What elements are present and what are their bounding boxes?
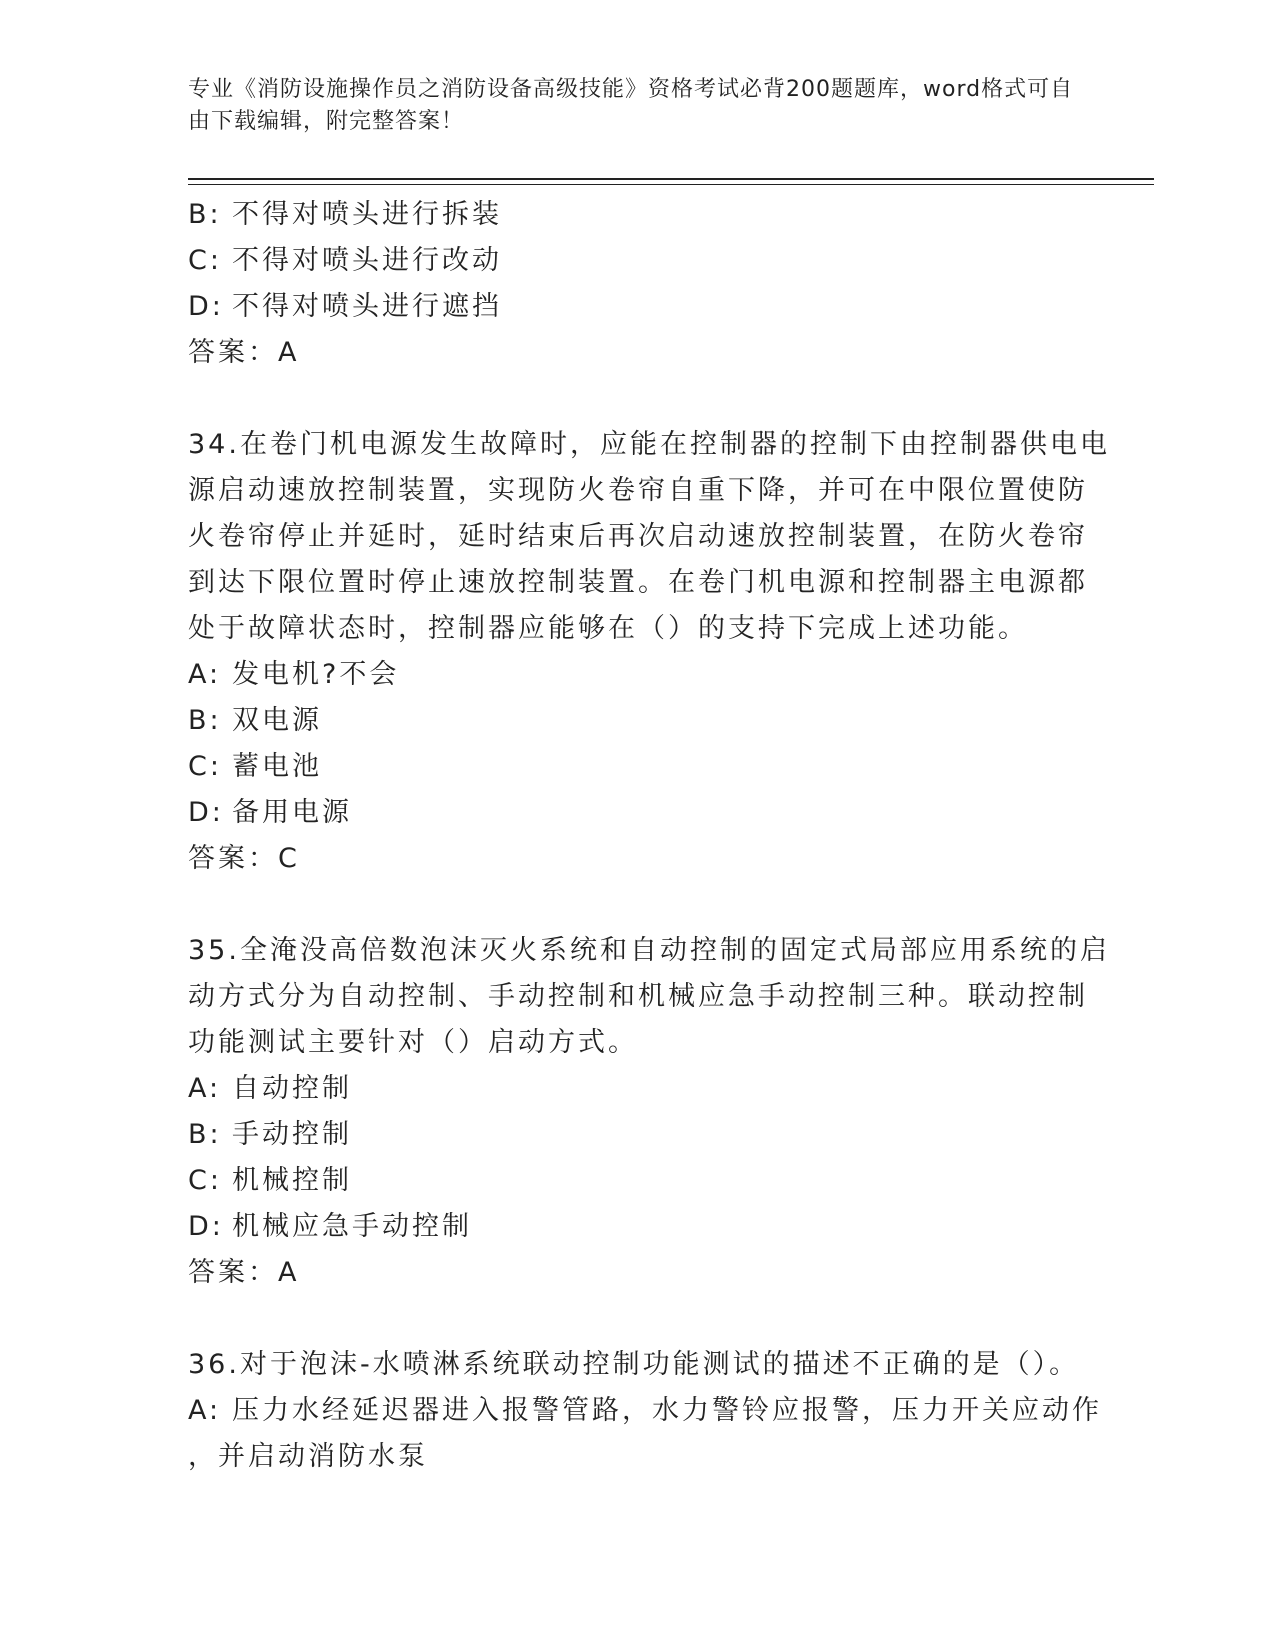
header-rule-thin <box>188 184 1154 185</box>
option-d: D: 不得对喷头进行遮挡 <box>188 291 502 322</box>
document-body <box>188 192 1110 1480</box>
answer-line: 答案：C <box>188 843 300 874</box>
option-d: D: 机械应急手动控制 <box>188 1211 472 1242</box>
option-c: C: 机械控制 <box>188 1165 352 1196</box>
option-b: B: 手动控制 <box>188 1119 352 1150</box>
question-34-line: 34.在卷门机电源发生故障时，应能在控制器的控制下由控制器供电电 <box>188 429 1110 460</box>
question-36-line: 36.对于泡沫-水喷淋系统联动控制功能测试的描述不正确的是（）。 <box>188 1349 1080 1380</box>
document-header: 专业《消防设施操作员之消防设备高级技能》资格考试必背200题题库，word格式可自由下载编辑，附完整答案！ <box>188 77 1074 134</box>
question-35-line: 动方式分为自动控制、手动控制和机械应急手动控制三种。联动控制 <box>188 981 1088 1012</box>
option-a: A: 自动控制 <box>188 1073 352 1104</box>
header-rule-thick <box>188 178 1154 180</box>
option-a-continuation: ，并启动消防水泵 <box>188 1441 428 1472</box>
option-b: B: 双电源 <box>188 705 322 736</box>
option-d: D: 备用电源 <box>188 797 352 828</box>
question-35-line: 功能测试主要针对（）启动方式。 <box>188 1027 638 1058</box>
question-34-line: 到达下限位置时停止速放控制装置。在卷门机电源和控制器主电源都 <box>188 567 1088 598</box>
question-34-line: 源启动速放控制装置，实现防火卷帘自重下降，并可在中限位置使防 <box>188 475 1088 506</box>
option-c: C: 蓄电池 <box>188 751 322 782</box>
question-34-line: 火卷帘停止并延时，延时结束后再次启动速放控制装置，在防火卷帘 <box>188 521 1088 552</box>
option-a: A: 压力水经延迟器进入报警管路，水力警铃应报警，压力开关应动作 <box>188 1395 1102 1426</box>
option-b: B: 不得对喷头进行拆装 <box>188 199 502 230</box>
option-c: C: 不得对喷头进行改动 <box>188 245 502 276</box>
question-34-line: 处于故障状态时，控制器应能够在（）的支持下完成上述功能。 <box>188 613 1028 644</box>
answer-line: 答案：A <box>188 1257 300 1288</box>
question-35-line: 35.全淹没高倍数泡沫灭火系统和自动控制的固定式局部应用系统的启 <box>188 935 1110 966</box>
answer-line: 答案：A <box>188 337 300 368</box>
option-a: A: 发电机?不会 <box>188 659 400 690</box>
